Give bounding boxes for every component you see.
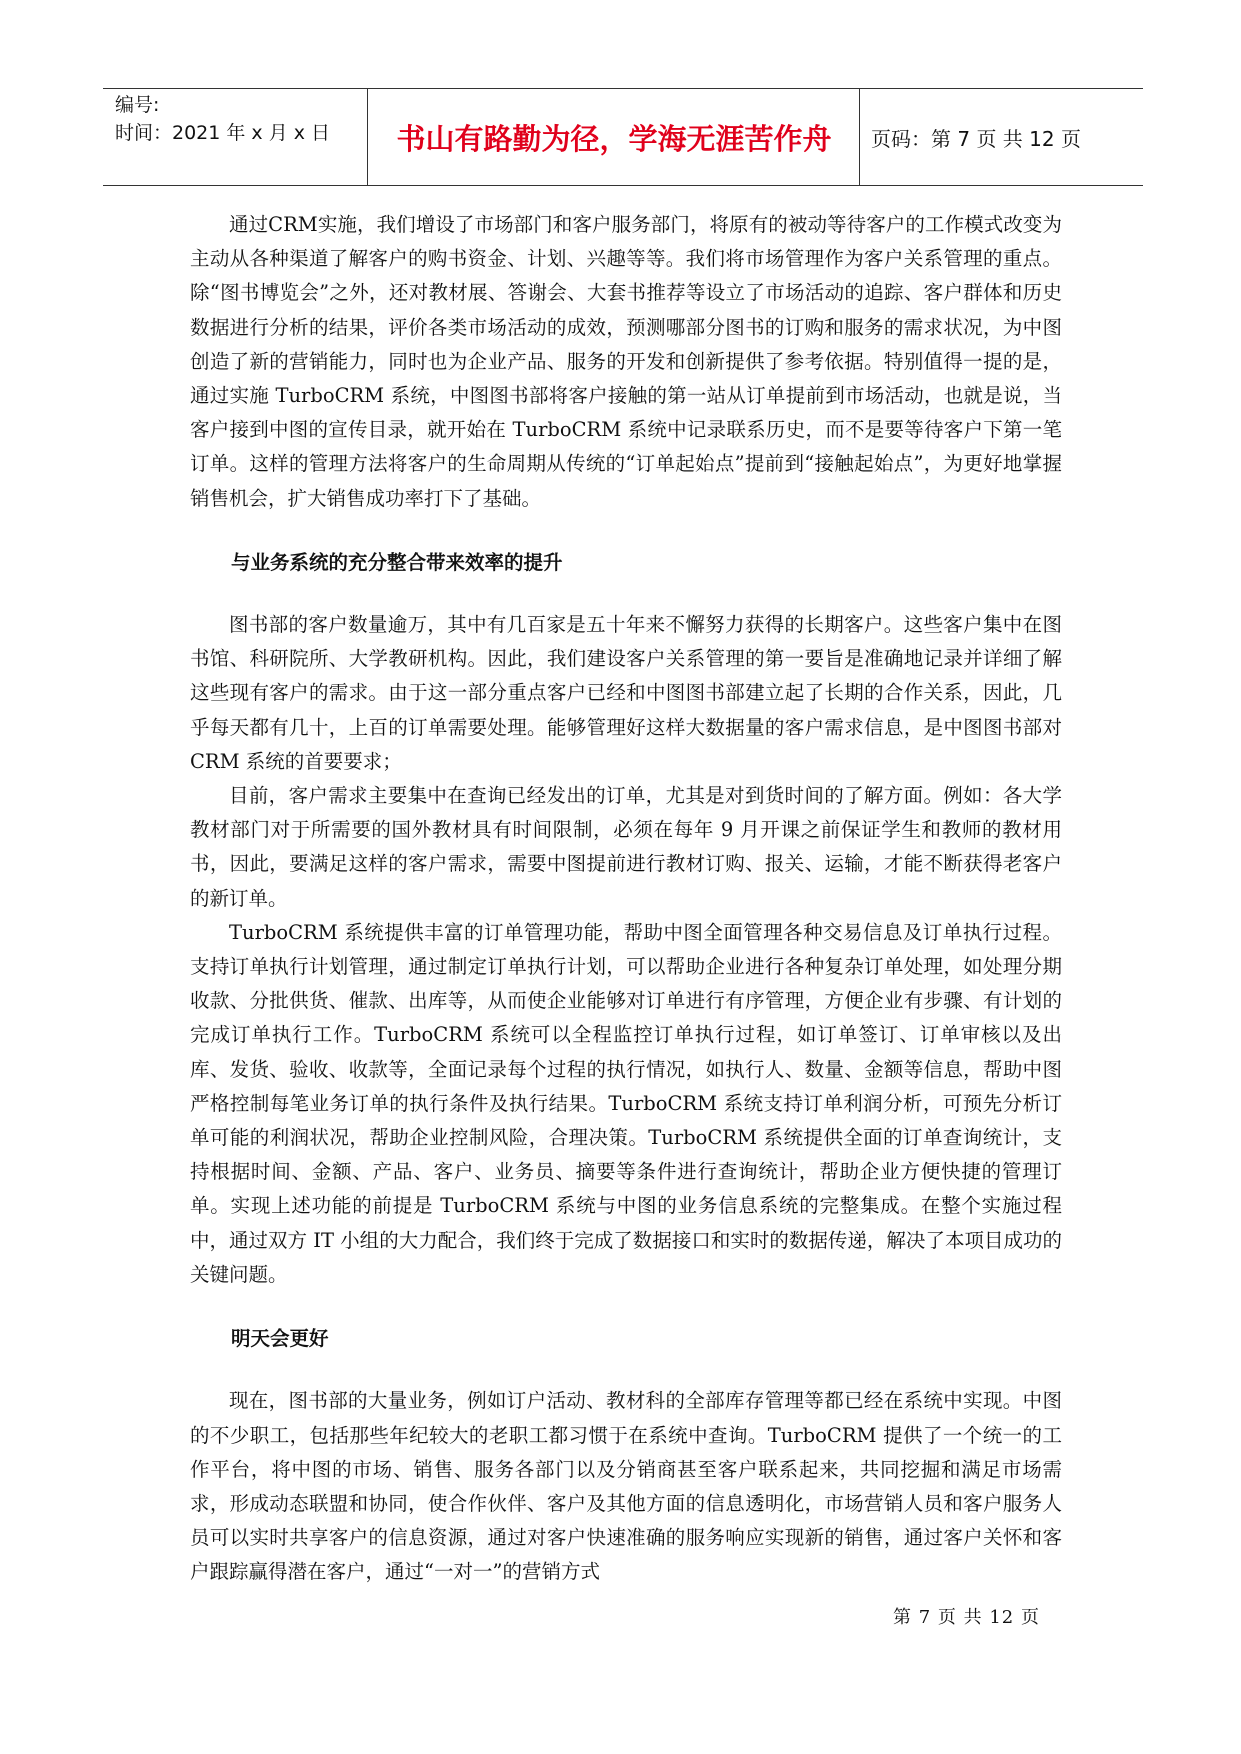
paragraph: 目前，客户需求主要集中在查询已经发出的订单，尤其是对到货时间的了解方面。例如：各大学教材部门对于所需要的国外教材具有时间限制，必须在每年 9 月开课之前保证学生和教师的教材用书，因此，要满足这样的客户需求，需要中图提前进行教材订购、报关、运输，才能不断获得老客户的新订单。 bbox=[190, 784, 1062, 910]
header-divider bbox=[859, 89, 860, 185]
paragraph: 图书部的客户数量逾万，其中有几百家是五十年来不懈努力获得的长期客户。这些客户集中在图书馆、科研院所、大学教研机构。因此，我们建设客户关系管理的第一要旨是准确地记录并详细了解这些现有客户的需求。由于这一部分重点客户已经和中图图书部建立起了长期的合作关系，因此，几乎每天都有几十，上百的订单需要处理。能够管理好这样大数据量的客户需求信息，是中图图书部对 CRM 系统的首要要求； bbox=[190, 613, 1062, 773]
document-body bbox=[190, 208, 1062, 1590]
header-divider bbox=[367, 89, 368, 185]
page-footer: 第 7 页 共 12 页 bbox=[893, 1607, 1040, 1628]
page-header bbox=[103, 88, 1143, 186]
header-meta bbox=[115, 91, 365, 147]
paragraph: 现在，图书部的大量业务，例如订户活动、教材科的全部库存管理等都已经在系统中实现。中图的不少职工，包括那些年纪较大的老职工都习惯于在系统中查询。TurboCRM 提供了一个统一的工作平台，将中图的市场、销售、服务各部门以及分销商甚至客户联系起来，共同挖掘和满足市场需求，形成动态联盟和协同，使合作伙伴、客户及其他方面的信息透明化，市场营销人员和客户服务人员可以实时共享客户的信息资源，通过对客户快速准确的服务响应实现新的销售，通过客户关怀和客户跟踪赢得潜在客户，通过“一对一”的营销方式 bbox=[190, 1389, 1062, 1584]
section-heading: 明天会更好 bbox=[230, 1327, 329, 1351]
document-time-label: 时间：2021 年 x 月 x 日 bbox=[115, 122, 331, 144]
header-motto: 书山有路勤为径，学海无涯苦作舟 bbox=[396, 122, 832, 156]
document-number-label: 编号: bbox=[115, 94, 160, 116]
section-heading: 与业务系统的充分整合带来效率的提升 bbox=[230, 550, 563, 574]
header-page-number: 页码：第 7 页 共 12 页 bbox=[871, 127, 1081, 151]
paragraph: TurboCRM 系统提供丰富的订单管理功能，帮助中图全面管理各种交易信息及订单执行过程。支持订单执行计划管理，通过制定订单执行计划，可以帮助企业进行各种复杂订单处理，如处理分期收款、分批供货、催款、出库等，从而使企业能够对订单进行有序管理，方便企业有步骤、有计划的完成订单执行工作。TurboCRM 系统可以全程监控订单执行过程，如订单签订、订单审核以及出库、发货、验收、收款等，全面记录每个过程的执行情况，如执行人、数量、金额等信息，帮助中图严格控制每笔业务订单的执行条件及执行结果。TurboCRM 系统支持订单利润分析，可预先分析订单可能的利润状况，帮助企业控制风险，合理决策。TurboCRM 系统提供全面的订单查询统计，支持根据时间、金额、产品、客户、业务员、摘要等条件进行查询统计，帮助企业方便快捷的管理订单。实现上述功能的前提是 TurboCRM 系统与中图的业务信息系统的完整集成。在整个实施过程中，通过双方 IT 小组的大力配合，我们终于完成了数据接口和实时的数据传递，解决了本项目成功的关键问题。 bbox=[190, 920, 1062, 1286]
paragraph: 通过CRM实施，我们增设了市场部门和客户服务部门，将原有的被动等待客户的工作模式改变为主动从各种渠道了解客户的购书资金、计划、兴趣等等。我们将市场管理作为客户关系管理的重点。除“图书博览会”之外，还对教材展、答谢会、大套书推荐等设立了市场活动的追踪、客户群体和历史数据进行分析的结果，评价各类市场活动的成效，预测哪部分图书的订购和服务的需求状况，为中图创造了新的营销能力，同时也为企业产品、服务的开发和创新提供了参考依据。特别值得一提的是，通过实施 TurboCRM 系统，中图图书部将客户接触的第一站从订单提前到市场活动，也就是说，当客户接到中图的宣传目录，就开始在 TurboCRM 系统中记录联系历史，而不是要等待客户下第一笔订单。这样的管理方法将客户的生命周期从传统的“订单起始点”提前到“接触起始点”，为更好地掌握销售机会，扩大销售成功率打下了基础。 bbox=[190, 213, 1062, 510]
